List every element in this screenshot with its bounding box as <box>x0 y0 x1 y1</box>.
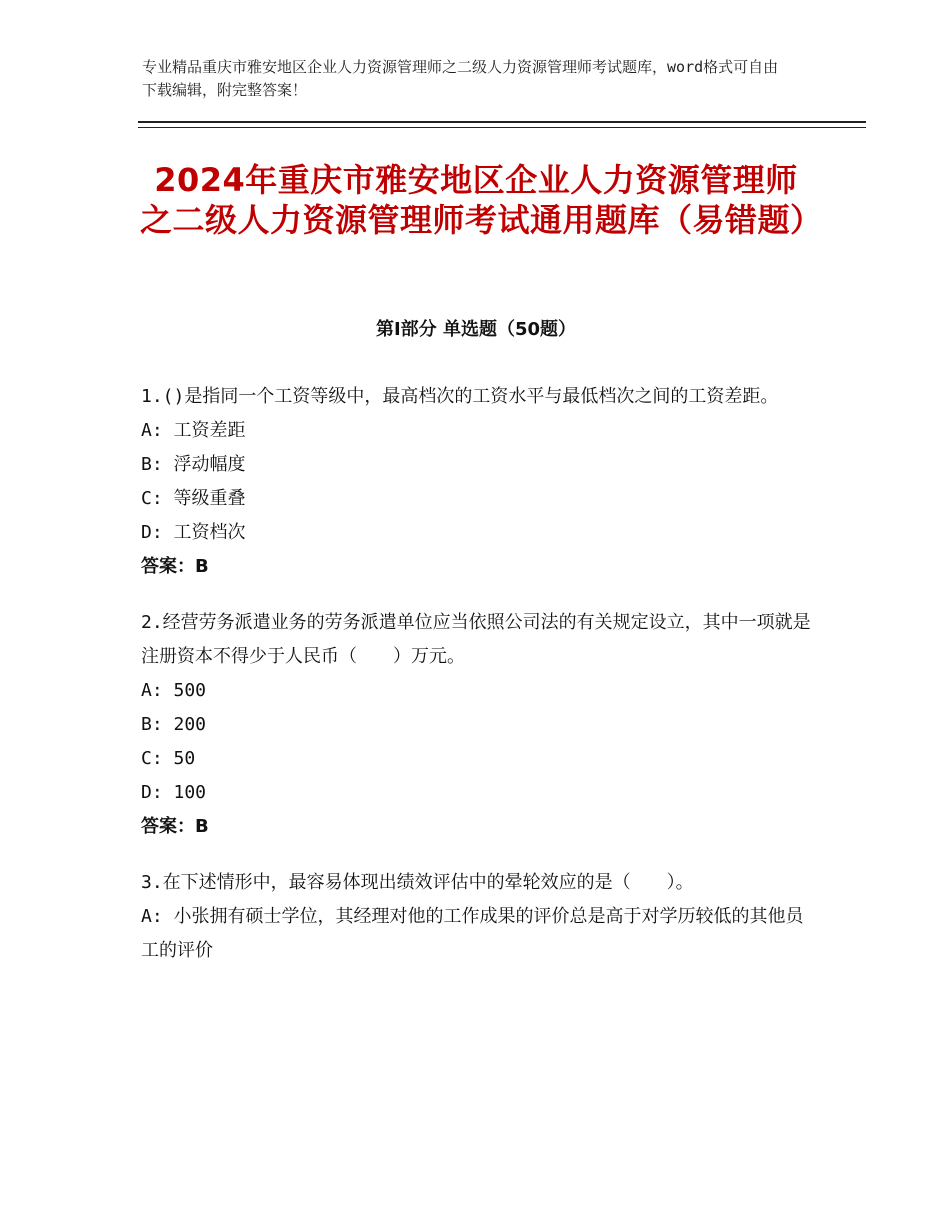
question-2 <box>141 606 821 844</box>
question-list <box>141 380 821 990</box>
option-c: C: 50 <box>141 748 196 769</box>
answer: 答案：B <box>141 556 209 577</box>
answer: 答案：B <box>141 816 209 837</box>
question-stem: 1.()是指同一个工资等级中，最高档次的工资水平与最低档次之间的工资差距。 <box>141 386 779 407</box>
header-note: 专业精品重庆市雅安地区企业人力资源管理师之二级人力资源管理师考试题库，word格式可自由下载编辑，附完整答案！ <box>142 58 779 99</box>
question-1 <box>141 380 821 584</box>
option-a: A: 500 <box>141 680 207 701</box>
option-b: B: 200 <box>141 714 207 735</box>
question-stem: 2.经营劳务派遣业务的劳务派遣单位应当依照公司法的有关规定设立，其中一项就是注册资本不得少于人民币（ ）万元。 <box>141 612 811 667</box>
question-3 <box>141 866 821 968</box>
question-stem: 3.在下述情形中，最容易体现出绩效评估中的晕轮效应的是（ ）。 <box>141 872 694 893</box>
header-rule-thin <box>138 127 866 128</box>
document-title: 2024年重庆市雅安地区企业人力资源管理师之二级人力资源管理师考试通用题库（易错题） <box>140 161 823 239</box>
option-a: A: 小张拥有硕士学位，其经理对他的工作成果的评价总是高于对学历较低的其他员工的评价 <box>141 906 804 961</box>
section-title: 第Ⅰ部分 单选题（50题） <box>375 319 576 340</box>
option-c: C: 等级重叠 <box>141 488 246 509</box>
header-rule-thick <box>138 121 866 123</box>
option-b: B: 浮动幅度 <box>141 454 246 475</box>
option-a: A: 工资差距 <box>141 420 246 441</box>
option-d: D: 工资档次 <box>141 522 246 543</box>
option-d: D: 100 <box>141 782 207 803</box>
